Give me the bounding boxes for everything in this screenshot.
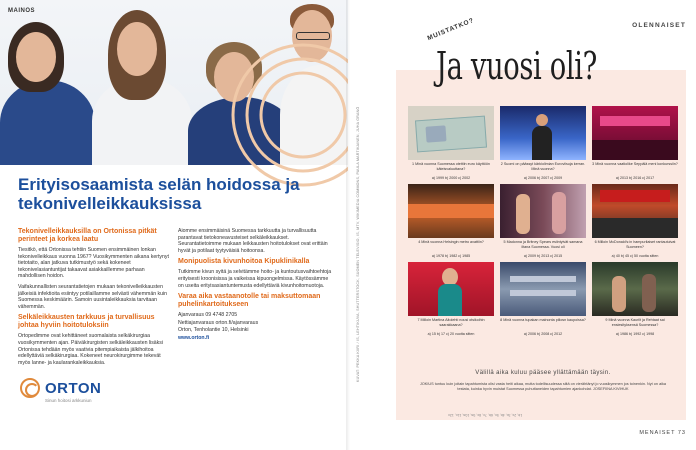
ad-contact-phone: Ajanvaraus 09 4748 2705 [178, 312, 238, 319]
ad-paragraph-3: Ortopedimme ovat kehittäneet suomalaista selkäkirurgiaa vuosikymmenten ajan. Päiväkirurgisten selkäleikkausten lisäksi Ortonissa tehdään myös vaativia pitempiaikaista jälkihoitoa edellyttäviä selkäkirurgiaa. Kokeneet neurokirurgimme tekevät myös lanne- ja kaularankaleikkauksia. [18, 333, 164, 366]
quiz-question: 6 Milloin McDonald's:in hampurilaiset rantautuivat Suomeen? [594, 240, 676, 249]
quiz-question: 7 Milloin Martina Aitolehti nousi otsikoihin saarakkaana? [417, 318, 485, 327]
quiz-item [408, 262, 494, 336]
quiz-question: 4 Minä vuonna Helsingin metro avattiin? [418, 240, 484, 244]
ad-paragraph-5: Tutkimme kivun syitä ja selvitämme hoito- ja kuntoutusvaihtoehtoja erityisesti kroonisissa ja vaikeissa kipuongelmissa. Käytössämme on useita erityisasiantuntemusta edellyttäviä kivunhoitomuotoja. [178, 269, 332, 289]
quiz-options: a) 1986 b) 1992 c) 1998 [615, 332, 655, 336]
ad-label: MAINOS [8, 8, 35, 14]
ad-paragraph-4: Aiomme ensimmäisinä Suomessa tarkkuutta ja turvallisuutta parantavat tietokoneavusteiset selkäleikkaukset. Seurantatietoimme mukaan leikkausten hoitotulokset ovat erittäin hyvät ja potilaat tyytyväisiä hoitoonsa. [178, 228, 328, 254]
quiz-options: a) 2013 b) 2016 c) 2017 [615, 176, 655, 180]
ad-heading-3: Monipuolista kivunhoitoa Kipuklinikalla [178, 258, 310, 266]
quiz-item [408, 184, 494, 258]
orton-logo-text: ORTON [45, 379, 102, 397]
person-face-1 [16, 32, 56, 82]
quiz-item [408, 106, 494, 180]
orton-logo-tagline: Sinun hoitosi arkkuniun [45, 398, 92, 403]
ad-column-1 [18, 228, 173, 370]
store-shelf-photo [500, 262, 586, 316]
person-nurse-1 [0, 80, 95, 165]
person-face-2 [117, 22, 157, 76]
quiz-options: a) 2006 b) 2007 c) 2009 [523, 176, 563, 180]
ad-column-2 [178, 228, 333, 346]
quiz-item [500, 184, 586, 258]
ad-contact-address: Orton, Tenholantie 10, Helsinki [178, 327, 249, 334]
orton-logo-icon [20, 378, 40, 398]
quiz-item [500, 106, 586, 180]
quiz-options: a) 1978 b) 1982 c) 1985 [431, 254, 471, 258]
quiz-answers-upside-down: 1b, 2c, 3c, 4b, 5c, 6b, 7c, 8c, 9a, 10a, 11c, 12c [448, 413, 523, 417]
quiz-question: 9 Minä vuonna Kaurilt ja Rehtaat sai ensiesityksensä Suomessa? [605, 318, 665, 327]
ad-paragraph-2: Vaifakunnallisten seurantatietojen mukaan tekonivelleikkausten jälkeisiä infektioita esiintyy potilaillamme selvästi vähemmän kuin Suomessa keskimäärin. Samoin uusintaleikkauksia tarvitaan vähemmän. [18, 283, 168, 310]
quiz-options: a) 1999 b) 2000 c) 2002 [431, 176, 471, 180]
quiz-question: 8 Minä vuonna tupakan mainonta piilosn kaupoissa? [500, 318, 586, 322]
photo-credits: KUVAT: PEKKA KIIRI / IS, LEHTIKUVA, SHUTTERSTOCK, SUOMEN TELEVISIO, IS, MTV, WIKIMEDIA COMMONS, PAULA MARTIKAINEN, JUHA GRANÖ [356, 106, 360, 382]
section-label: OLENNAISET [632, 22, 686, 29]
woman-portrait-photo [408, 262, 494, 316]
tv-scene-photo [592, 262, 678, 316]
quiz-title: Ja vuosi oli? [436, 44, 597, 88]
glasses-icon [296, 32, 330, 40]
quiz-question: 5 Madonna ja Britney Spears esiintyivät samana iltana Suomessa. Vuosi oli [503, 240, 583, 249]
quiz-item [592, 262, 678, 336]
quiz-options: a) 40 b) 45 c) 50 vuotta sitten [611, 254, 659, 258]
seppala-store-photo [592, 106, 678, 160]
quiz-question: 1 Minä vuonna Suomessa otettiin euro käyttöön käteisvaluuttana? [412, 162, 490, 171]
quiz-item [592, 184, 678, 258]
quiz-page [348, 0, 696, 450]
quiz-options: a) 2009 b) 2013 c) 2015 [523, 254, 563, 258]
quiz-tagline: Välillä aika kuluu pääsee yllättämään täysin. [475, 370, 611, 376]
quiz-question: 2 Suomi on päässyt kärkiolimian Euroviisuja kerran. Minä vuonna? [500, 162, 586, 171]
ad-heading-1: Tekonivelleikkauksilla on Ortonissa pitkät perinteet ja korkea laatu [18, 228, 157, 243]
helsinki-metro-photo [408, 184, 494, 238]
quiz-intro-text: JOKIUS tuntuu kuin joitain tapahtumista olisi vasta heiti aikaa, mutta todellisuudessa siitä on vierähtänyt jo vuosikymmen jos toinenkin. Nyt on aika testata, kuinka hyvin muistat Suomessa puhuttaneiden tapahtumien ajankohdat. JOSEFIINA KIVIHUK [419, 382, 667, 391]
ad-title: Erityisosaamista selän hoidossa ja tekonivelleikkauksissa [18, 175, 300, 213]
quiz-options: a) 15 b) 17 c) 20 vuotta sitten [427, 332, 475, 336]
orton-logo [20, 378, 101, 398]
ad-url-link[interactable]: www.orton.fi [178, 334, 210, 341]
page-gutter [346, 0, 350, 450]
mcdonalds-restaurant-photo [592, 184, 678, 238]
ad-heading-2: Selkäleikkausten tarkkuus ja turvallisuus johtaa hyviin hoitotuloksiin [18, 314, 155, 330]
quiz-grid [408, 106, 678, 336]
quiz-kicker: MUISTATKO? [426, 16, 476, 43]
decorative-rings [228, 40, 348, 190]
quiz-item [592, 106, 678, 180]
ad-contact-web: Nettiajanvaraus orton.fi/ajanvaraus [178, 319, 259, 326]
euro-banknote-photo [408, 106, 494, 160]
ad-paragraph-1: Tiesitkö, että Ortonissa tehtiin Suomen ensimmäinen lonkan tekonivelleikkaus vuonna 1967? Vuosikymmenten aikana kertynyt tietotaito, alan jatkuva tutkimustyö sekä kokeneet tekonivelasiantuntijat takaavat asiakkaillemme parhaan mahdollisen hoidon. [18, 247, 169, 280]
quiz-item [500, 262, 586, 336]
concert-performers-photo [500, 184, 586, 238]
quiz-question: 3 Minä vuonna vaatiolike Seppälä meni konkurssiin? [592, 162, 678, 166]
ad-heading-4: Varaa aika vastaanotolle tai maksuttomaan puhelinkartoitukseen [178, 293, 321, 309]
page-folio: MENAISET 73 [639, 430, 686, 436]
eurovision-stage-photo [500, 106, 586, 160]
quiz-options: a) 2006 b) 2008 c) 2012 [523, 332, 563, 336]
